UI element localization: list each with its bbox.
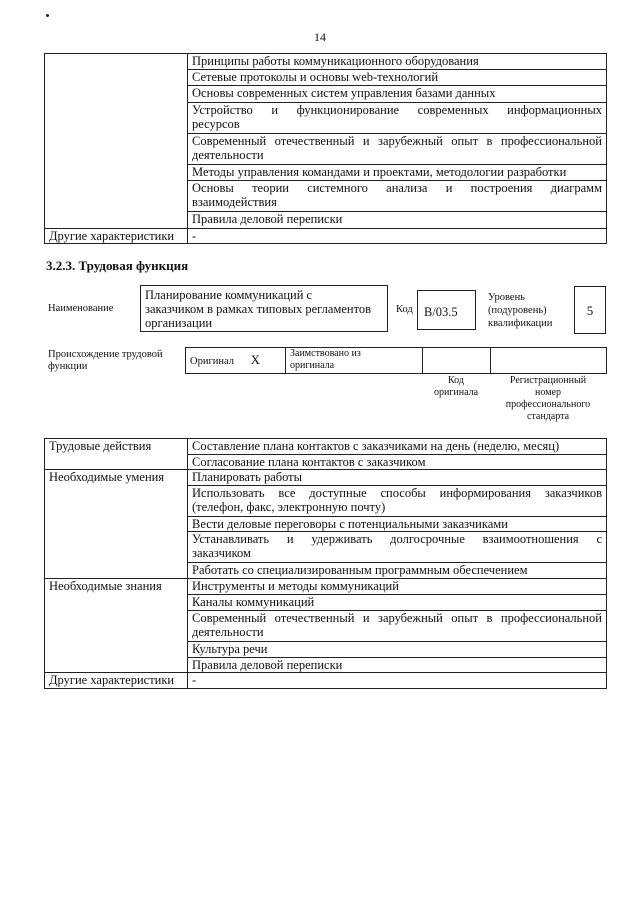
skill-2-line-2: (телефон, факс, электронную почту): [192, 500, 386, 514]
knowledge-4: Культура речи: [188, 642, 607, 658]
reg-caption-line-1: Регистрационный: [509, 375, 587, 386]
original-mark: X: [250, 351, 261, 367]
name-value-line-3: организации: [145, 316, 213, 330]
level-label-line-1: Уровень: [488, 292, 525, 303]
top-table-label-cell: [45, 54, 188, 229]
level-label-line-3: квалификации: [488, 318, 553, 329]
top-row-4: [188, 103, 607, 134]
top-row-5: [188, 134, 607, 165]
top-row-5-line-1: Современный отечественный и зарубежный опыт в профессиональной: [192, 134, 602, 148]
original-cell: [186, 348, 286, 374]
code-caption-line-2: оригинала: [433, 387, 479, 398]
top-knowledge-table: [44, 53, 607, 244]
scan-mark: [46, 14, 49, 17]
section-title: 3.2.3. Трудовая функция: [46, 258, 189, 273]
top-row-4-line-2: ресурсов: [192, 117, 240, 131]
reg-number-caption: [490, 375, 606, 423]
origin-label: [48, 349, 163, 373]
name-value-line-1: Планирование коммуникаций с: [145, 288, 313, 302]
top-row-5-line-2: деятельности: [192, 148, 264, 162]
main-other-value: -: [188, 673, 607, 689]
code-caption-line-1: Код: [448, 375, 464, 386]
top-row-6: Методы управления командами и проектами, методологии разработки: [188, 165, 607, 181]
code-label: Код: [396, 304, 413, 315]
skill-1: Планировать работы: [188, 470, 607, 486]
top-other-value: -: [188, 229, 607, 244]
top-row-4-line-1: Устройство и функционирование современных информационных: [192, 103, 602, 117]
code-value-box: [417, 290, 476, 330]
level-value: 5: [586, 303, 594, 318]
top-row-7-line-2: взаимодействия: [192, 195, 277, 209]
action-2: Согласование плана контактов с заказчиком: [188, 455, 607, 470]
skill-2-line-1: Использовать все доступные способы информирования заказчиков: [192, 486, 602, 500]
level-value-box: [574, 286, 606, 334]
page-number: 14: [314, 30, 326, 44]
knowledge-5: Правила деловой переписки: [188, 658, 607, 673]
skill-4-line-2: заказчиком: [192, 546, 251, 560]
name-value-line-2: заказчиком в рамках типовых регламентов: [145, 302, 372, 316]
knowledge-3: [188, 611, 607, 642]
top-row-3: Основы современных систем управления базами данных: [188, 86, 607, 103]
reg-number-cell: [491, 348, 607, 374]
reg-caption-line-4: стандарта: [526, 411, 570, 422]
knowledge-1: Инструменты и методы коммуникаций: [188, 579, 607, 595]
knowledge-3-line-2: деятельности: [192, 625, 264, 639]
knowledge-3-line-1: Современный отечественный и зарубежный опыт в профессиональной: [192, 611, 602, 625]
top-other-label: Другие характеристики: [45, 229, 188, 244]
main-other-label: Другие характеристики: [45, 673, 188, 689]
origin-label-line-2: функции: [48, 361, 88, 372]
reg-caption-line-2: номер: [535, 387, 561, 398]
main-function-table: [44, 438, 607, 689]
name-value-box: [140, 285, 388, 332]
code-original-cell: [423, 348, 491, 374]
code-value: B/03.5: [424, 305, 458, 319]
borrowed-label-line-1: Заимствовано из: [290, 348, 361, 359]
top-row-1: Принципы работы коммуникационного оборудования: [188, 54, 607, 70]
top-row-7: [188, 181, 607, 212]
skill-2: [188, 486, 607, 517]
skills-label: Необходимые умения: [45, 470, 188, 579]
top-row-7-line-1: Основы теории системного анализа и построения диаграмм: [192, 181, 602, 195]
skill-4: [188, 532, 607, 563]
origin-table: [185, 347, 607, 374]
level-label-line-2: (подуровень): [488, 305, 547, 316]
knowledge-2: Каналы коммуникаций: [188, 595, 607, 611]
origin-label-line-1: Происхождение трудовой: [48, 349, 163, 360]
original-label: Оригинал: [190, 355, 234, 367]
code-original-caption: [422, 375, 490, 399]
level-label: [488, 291, 552, 330]
top-row-2: Сетевые протоколы и основы web-технологий: [188, 70, 607, 86]
name-label: Наименование: [48, 303, 114, 314]
skill-4-line-1: Устанавливать и удерживать долгосрочные взаимоотношения с: [192, 532, 602, 546]
borrowed-cell: [286, 348, 423, 374]
actions-label: Трудовые действия: [45, 439, 188, 470]
knowledge-label: Необходимые знания: [45, 579, 188, 673]
skill-5: Работать со специализированным программным обеспечением: [188, 563, 607, 579]
reg-caption-line-3: профессионального: [505, 399, 591, 410]
borrowed-label-line-2: оригинала: [290, 360, 335, 371]
action-1: Составление плана контактов с заказчиками на день (неделю, месяц): [188, 439, 607, 455]
top-row-8: Правила деловой переписки: [188, 212, 607, 229]
skill-3: Вести деловые переговоры с потенциальными заказчиками: [188, 517, 607, 532]
